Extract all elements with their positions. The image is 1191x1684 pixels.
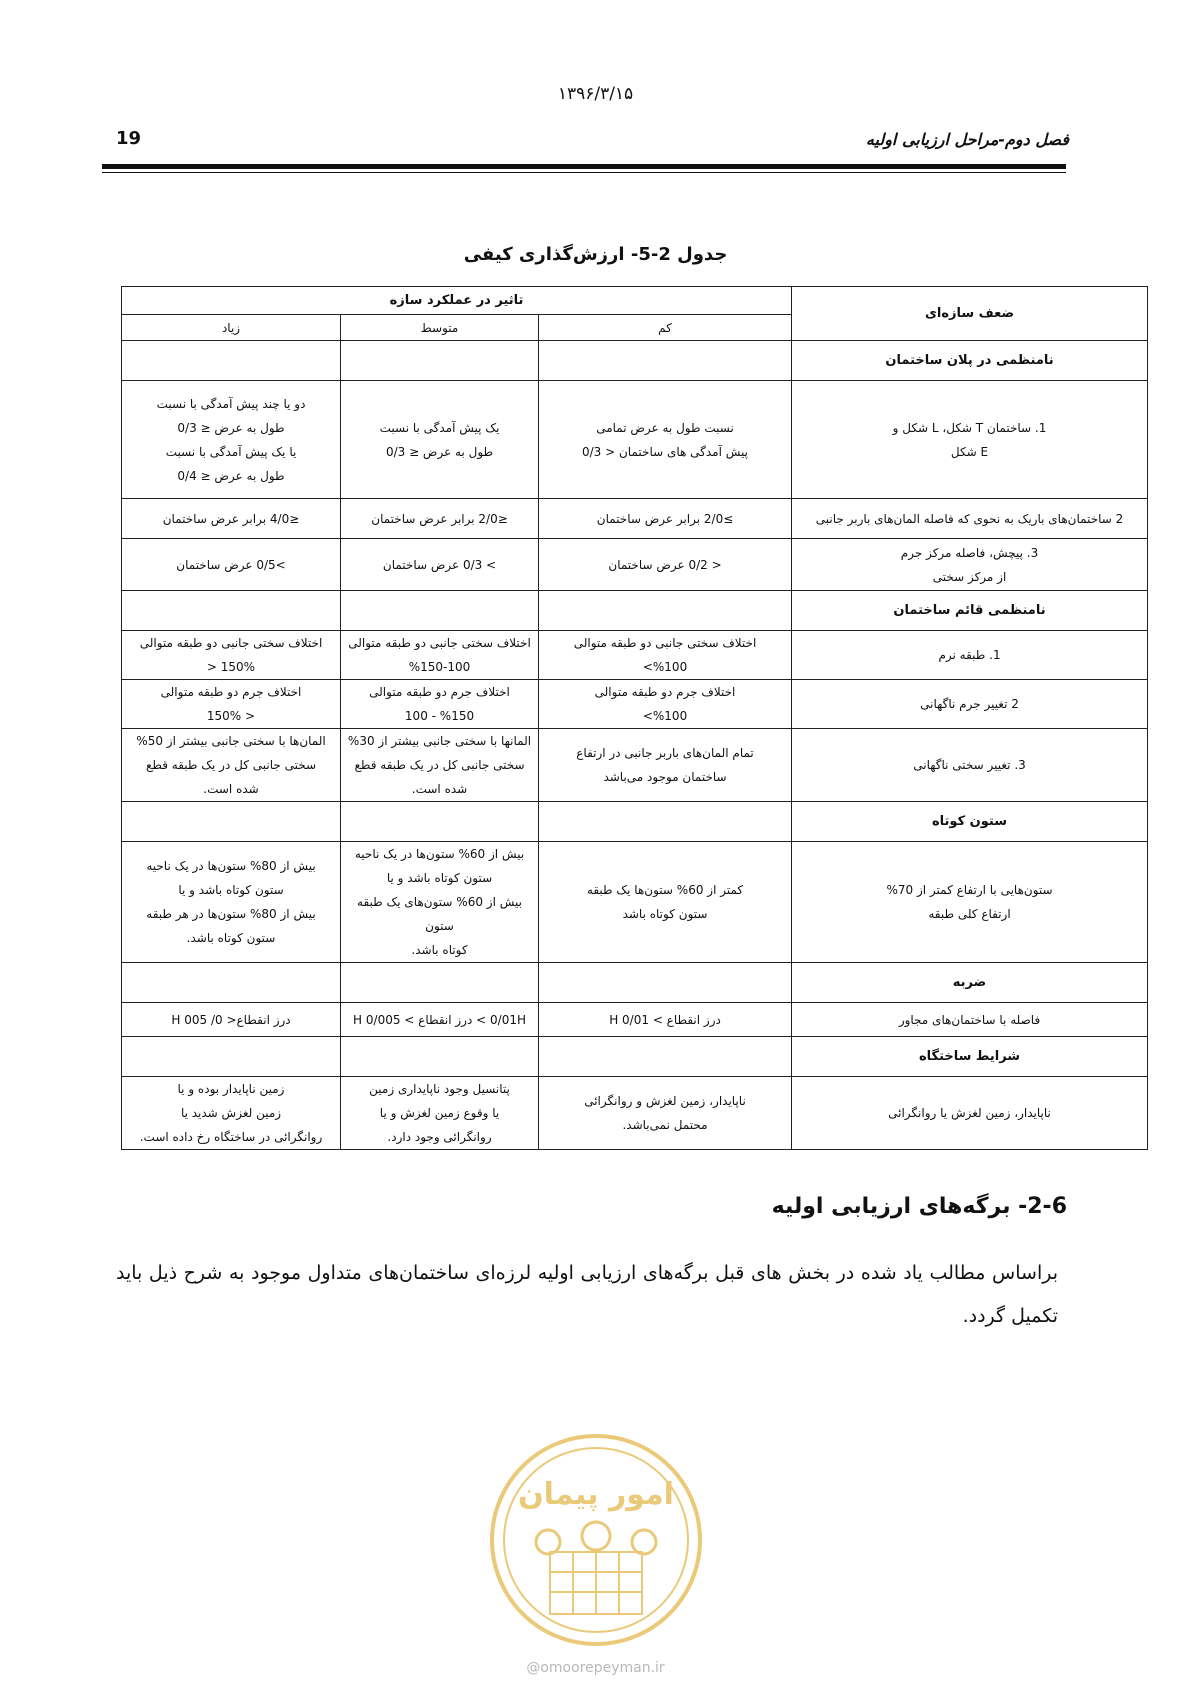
cell-medium: یک پیش آمدگی با نسبت طول به عرض ≤ 0/3 (341, 381, 539, 499)
logo-text: امور پیمان (518, 1477, 674, 1512)
empty-cell (341, 963, 539, 1003)
empty-cell (539, 1037, 792, 1077)
empty-cell (122, 341, 341, 381)
header-medium: متوسط (341, 315, 539, 341)
cell-weakness: ستون‌هایی با ارتفاع کمتر از 70% ارتفاع کلی طبقه (792, 842, 1148, 963)
empty-cell (539, 591, 792, 631)
group-label: ضربه (792, 963, 1148, 1003)
cell-medium: ≤2/0 برابر عرض ساختمان (341, 499, 539, 539)
header-rule-thick (102, 164, 1066, 169)
empty-cell (122, 802, 341, 842)
table-row (122, 1077, 1148, 1150)
cell-high: درز انقطاع< 0/ 005 H (122, 1003, 341, 1037)
table-body (122, 287, 1148, 1150)
header-weakness: ضعف سازه‌ای (792, 287, 1148, 341)
cell-weakness: ناپایدار، زمین لغزش یا روانگرائی (792, 1077, 1148, 1150)
cell-low: < 0/2 عرض ساختمان (539, 539, 792, 591)
empty-cell (539, 802, 792, 842)
cell-medium: پتانسیل وجود ناپایداری زمین یا وقوع زمین لغزش و یا روانگرائی وجود دارد. (341, 1077, 539, 1150)
watermark-logo (488, 1432, 704, 1648)
cell-medium: اختلاف سختی جانبی دو طبقه متوالی %150-100 (341, 631, 539, 680)
cell-medium: المانها با سختی جانبی بیشتر از 30% سختی جانبی کل در یک طبقه قطع شده است. (341, 729, 539, 802)
empty-cell (122, 1037, 341, 1077)
cell-high: دو یا چند پیش آمدگی با نسبت طول به عرض ≤ 0/3 یا یک پیش آمدگی با نسبت طول به عرض ≤ 0/4 (122, 381, 341, 499)
cell-low: نسبت طول به عرض تمامی پیش آمدگی های ساختمان < 0/3 (539, 381, 792, 499)
section-paragraph: براساس مطالب یاد شده در بخش های قبل برگه‌های ارزیابی اولیه لرزه‌ای ساختمان‌های متداول موجود به شرح ذیل باید تکمیل گردد. (116, 1262, 1058, 1327)
empty-cell (122, 963, 341, 1003)
cell-high: المان‌ها با سختی جانبی بیشتر از 50% سختی جانبی کل در یک طبقه قطع شده است. (122, 729, 341, 802)
table-row (122, 729, 1148, 802)
empty-cell (539, 341, 792, 381)
page-number: 19 (116, 128, 142, 149)
cell-medium: اختلاف جرم دو طبقه متوالی %150 - 100 (341, 680, 539, 729)
table-group-row (122, 591, 1148, 631)
cell-low: ≥2/0 برابر عرض ساختمان (539, 499, 792, 539)
watermark-site: @omoorepeyman.ir (526, 1660, 665, 1676)
table-row (122, 1003, 1148, 1037)
group-label: شرایط ساختگاه (792, 1037, 1148, 1077)
emblem-icon (582, 1522, 610, 1550)
table-group-row (122, 963, 1148, 1003)
header-rule-thin (102, 172, 1066, 173)
cell-weakness: 2 تغییر جرم ناگهانی (792, 680, 1148, 729)
table-row (122, 381, 1148, 499)
cell-low: اختلاف سختی جانبی دو طبقه متوالی %100> (539, 631, 792, 680)
group-label: نامنظمی در پلان ساختمان (792, 341, 1148, 381)
table-header-row-1 (122, 287, 1148, 315)
group-label: نامنظمی قائم ساختمان (792, 591, 1148, 631)
table-caption: جدول 2-5- ارزش‌گذاری کیفی (463, 244, 728, 265)
cell-medium: بیش از 60% ستون‌ها در یک ناحیه ستون کوتاه باشد و یا بیش از 60% ستون‌های یک طبقه ستون کوتاه باشد. (341, 842, 539, 963)
chapter-title: فصل دوم-مراحل ارزیابی اولیه (865, 130, 1069, 149)
qualitative-evaluation-table (121, 286, 1148, 1150)
cell-high: >0/5 عرض ساختمان (122, 539, 341, 591)
cell-weakness: 3. پیچش، فاصله مرکز جرم از مرکز سختی (792, 539, 1148, 591)
table-group-row (122, 1037, 1148, 1077)
cell-high: ≤4/0 برابر عرض ساختمان (122, 499, 341, 539)
cell-weakness: 2 ساختمان‌های باریک به نحوی که فاصله المان‌های باربر جانبی (792, 499, 1148, 539)
cell-weakness: 3. تغییر سختی ناگهانی (792, 729, 1148, 802)
group-label: ستون کوتاه (792, 802, 1148, 842)
table-row (122, 680, 1148, 729)
cell-low: ناپایدار، زمین لغزش و روانگرائی محتمل نمی‌باشد. (539, 1077, 792, 1150)
cell-low: تمام المان‌های باربر جانبی در ارتفاع ساختمان موجود می‌باشد (539, 729, 792, 802)
header-effect: تاثیر در عملکرد سازه (122, 287, 792, 315)
section-heading: 2-6- برگه‌های ارزیابی اولیه (771, 1194, 1067, 1219)
cell-high: اختلاف سختی جانبی دو طبقه متوالی 150% < (122, 631, 341, 680)
cell-high: بیش از 80% ستون‌ها در یک ناحیه ستون کوتاه باشد و یا بیش از 80% ستون‌ها در هر طبقه ستون کوتاه باشد. (122, 842, 341, 963)
empty-cell (341, 341, 539, 381)
cell-high: اختلاف جرم دو طبقه متوالی < 150% (122, 680, 341, 729)
cell-high: زمین ناپایدار بوده و یا زمین لغزش شدید یا روانگرائی در ساختگاه رخ داده است. (122, 1077, 341, 1150)
cell-low: اختلاف جرم دو طبقه متوالی %100> (539, 680, 792, 729)
gear-icon (536, 1530, 560, 1554)
table-group-row (122, 341, 1148, 381)
table-row (122, 499, 1148, 539)
cell-medium: 0/01H > درز انقطاع > 0/005 H (341, 1003, 539, 1037)
document-date: ۱۳۹۶/۳/۱۵ (557, 84, 634, 104)
gear-icon (632, 1530, 656, 1554)
cell-low: کمتر از 60% ستون‌ها یک طبقه ستون کوتاه باشد (539, 842, 792, 963)
cell-medium: > 0/3 عرض ساختمان (341, 539, 539, 591)
table-row (122, 539, 1148, 591)
table-group-row (122, 802, 1148, 842)
table-row (122, 631, 1148, 680)
cell-weakness: 1. طبقه نرم (792, 631, 1148, 680)
header-low: کم (539, 315, 792, 341)
logo-grid-lines (550, 1552, 642, 1614)
empty-cell (341, 1037, 539, 1077)
empty-cell (122, 591, 341, 631)
header-high: زیاد (122, 315, 341, 341)
cell-low: درز انقطاع > 0/01 H (539, 1003, 792, 1037)
empty-cell (341, 802, 539, 842)
table-row (122, 842, 1148, 963)
cell-weakness: فاصله با ساختمان‌های مجاور (792, 1003, 1148, 1037)
cell-weakness: 1. ساختمان T شکل، L شکل و E شکل (792, 381, 1148, 499)
empty-cell (341, 591, 539, 631)
empty-cell (539, 963, 792, 1003)
